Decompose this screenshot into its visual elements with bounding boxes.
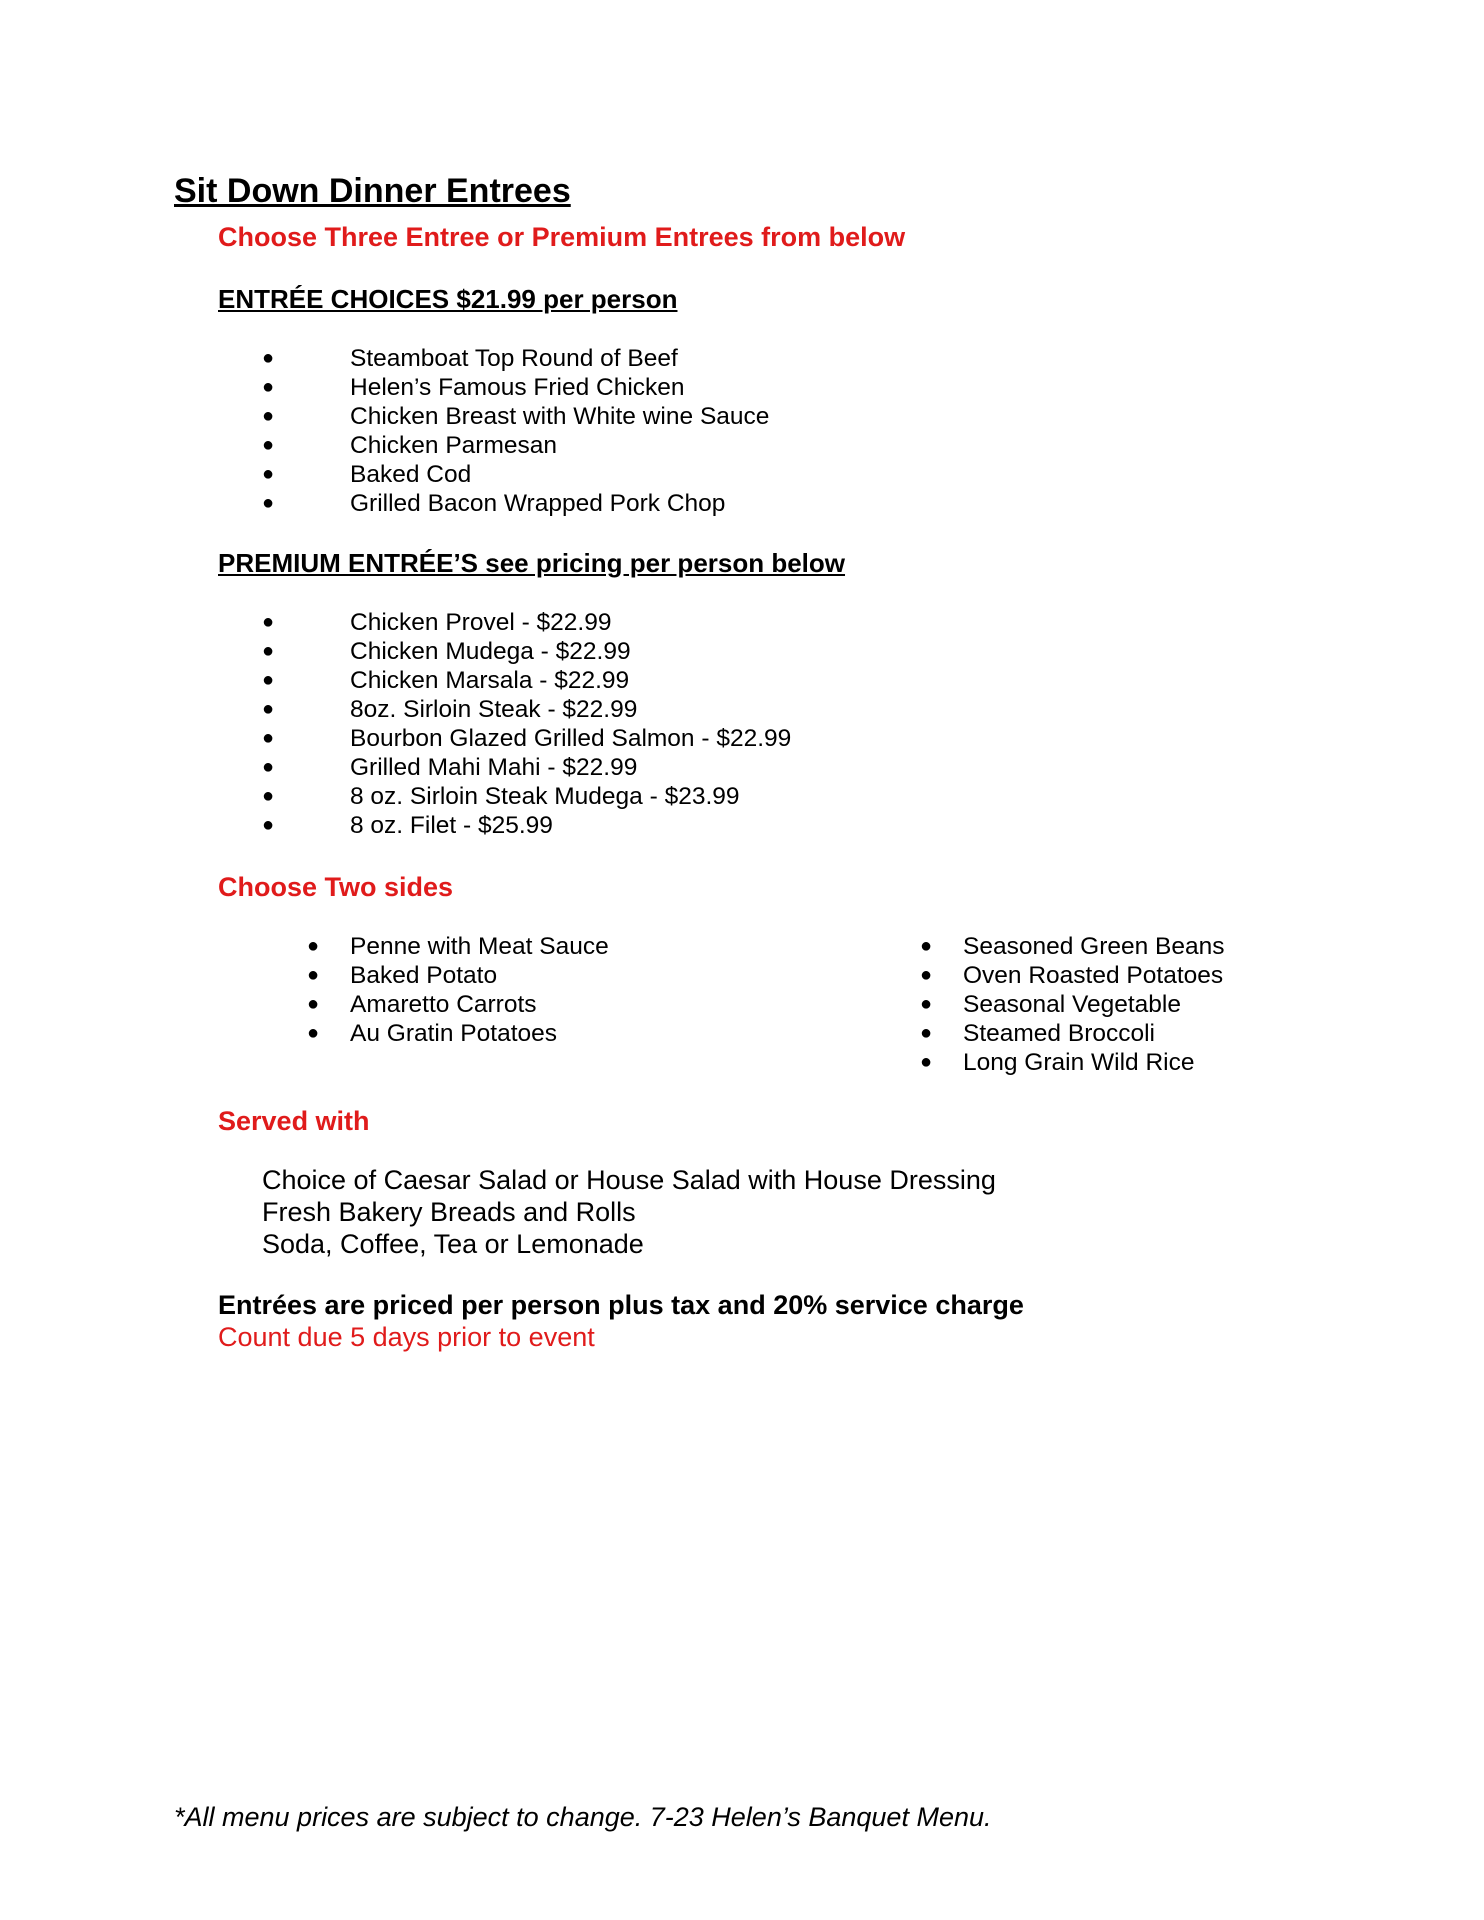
bullet-icon: ● [307, 935, 320, 957]
served-with-list [262, 1164, 996, 1260]
list-item: ● Chicken Parmesan [262, 432, 557, 459]
bullet-icon: ● [262, 376, 275, 398]
list-item: ● Penne with Meat Sauce [307, 933, 609, 960]
list-item: ● Seasonal Vegetable [920, 991, 1181, 1018]
bullet-icon: ● [262, 814, 275, 836]
list-item: ● Baked Cod [262, 461, 472, 488]
sides-list-left [307, 932, 609, 1048]
bullet-icon: ● [262, 434, 275, 456]
list-item: ● Bourbon Glazed Grilled Salmon - $22.99 [262, 725, 792, 752]
bullet-icon: ● [920, 993, 933, 1015]
list-item: ● Chicken Mudega - $22.99 [262, 638, 631, 665]
list-item: ● 8 oz. Sirloin Steak Mudega - $23.99 [262, 783, 740, 810]
premium-entrees-list [262, 608, 791, 840]
list-item: ● Grilled Mahi Mahi - $22.99 [262, 754, 638, 781]
bullet-icon: ● [307, 993, 320, 1015]
bullet-icon: ● [262, 698, 275, 720]
list-item: ● Seasoned Green Beans [920, 933, 1225, 960]
list-item: ● Amaretto Carrots [307, 991, 537, 1018]
sides-list-right [920, 932, 1225, 1077]
premium-entrees-heading: PREMIUM ENTRÉE’S see pricing per person below [218, 548, 846, 578]
list-item: ● Steamboat Top Round of Beef [262, 345, 678, 372]
list-item: Choice of Caesar Salad or House Salad with House Dressing [262, 1165, 996, 1195]
footer-disclaimer: *All menu prices are subject to change. 7-23 Helen’s Banquet Menu. [174, 1802, 992, 1832]
bullet-icon: ● [262, 611, 275, 633]
bullet-icon: ● [307, 1022, 320, 1044]
bullet-icon: ● [262, 405, 275, 427]
entree-choices-list [262, 344, 769, 518]
bullet-icon: ● [262, 347, 275, 369]
list-item: ● Helen’s Famous Fried Chicken [262, 374, 685, 401]
list-item: ● Chicken Breast with White wine Sauce [262, 403, 770, 430]
bullet-icon: ● [920, 1051, 933, 1073]
bullet-icon: ● [262, 463, 275, 485]
list-item: ● Long Grain Wild Rice [920, 1049, 1195, 1076]
list-item: ● Au Gratin Potatoes [307, 1020, 558, 1047]
bullet-icon: ● [920, 964, 933, 986]
bullet-icon: ● [262, 785, 275, 807]
entree-choices-heading: ENTRÉE CHOICES $21.99 per person [218, 284, 678, 314]
list-item: Soda, Coffee, Tea or Lemonade [262, 1229, 644, 1259]
served-with-heading: Served with [218, 1106, 370, 1136]
page-title: Sit Down Dinner Entrees [174, 172, 571, 210]
bullet-icon: ● [262, 640, 275, 662]
list-item: ● Steamed Broccoli [920, 1020, 1156, 1047]
instruction-heading: Choose Three Entree or Premium Entrees from below [218, 222, 906, 252]
bullet-icon: ● [262, 669, 275, 691]
bullet-icon: ● [262, 756, 275, 778]
bullet-icon: ● [307, 964, 320, 986]
list-item: ● Oven Roasted Potatoes [920, 962, 1224, 989]
bullet-icon: ● [920, 1022, 933, 1044]
list-item: ● Baked Potato [307, 962, 498, 989]
list-item: ● 8 oz. Filet - $25.99 [262, 812, 553, 839]
sides-heading: Choose Two sides [218, 872, 454, 902]
list-item: ● 8oz. Sirloin Steak - $22.99 [262, 696, 638, 723]
bullet-icon: ● [920, 935, 933, 957]
list-item: ● Chicken Provel - $22.99 [262, 609, 612, 636]
list-item: ● Chicken Marsala - $22.99 [262, 667, 630, 694]
bullet-icon: ● [262, 727, 275, 749]
list-item: ● Grilled Bacon Wrapped Pork Chop [262, 490, 726, 517]
count-due-note: Count due 5 days prior to event [218, 1322, 595, 1352]
list-item: Fresh Bakery Breads and Rolls [262, 1197, 636, 1227]
bullet-icon: ● [262, 492, 275, 514]
pricing-note: Entrées are priced per person plus tax and 20% service charge [218, 1290, 1024, 1320]
